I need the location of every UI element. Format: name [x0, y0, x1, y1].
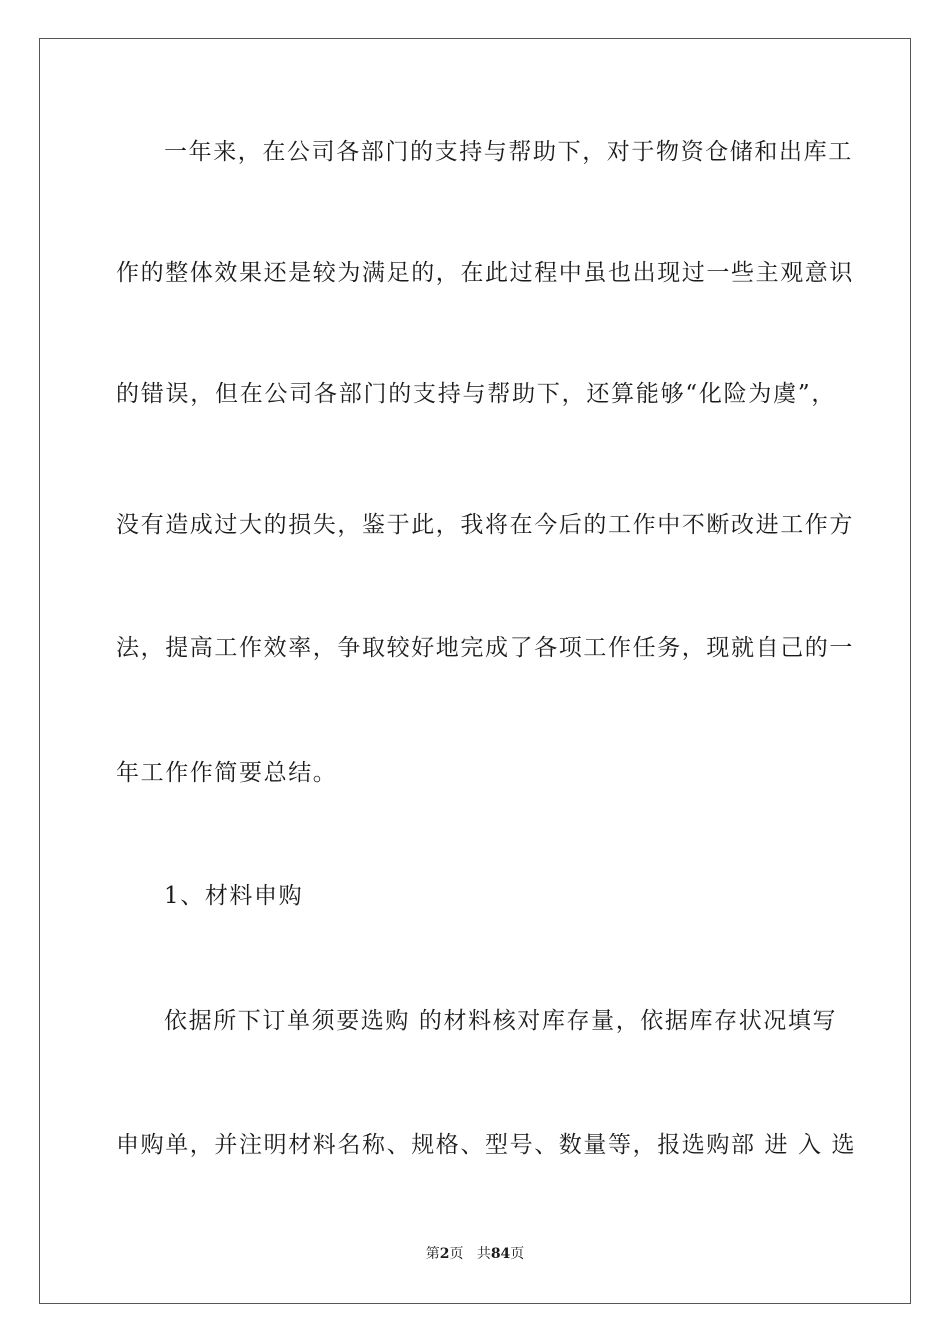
- total-suffix: 页: [510, 1246, 525, 1262]
- paragraph-line: 申购单，并注明材料名称、规格、型号、数量等，报选购部 进 入 选: [116, 1132, 857, 1158]
- page-border: [39, 38, 911, 1304]
- page-suffix: 页: [449, 1246, 464, 1262]
- paragraph-line: 依据所下订单须要选购 的材料核对库存量，依据库存状况填写: [164, 1008, 838, 1034]
- total-pages: 84: [490, 1246, 511, 1262]
- page-prefix: 第: [425, 1246, 440, 1262]
- paragraph-line: 年工作作简要总结。: [116, 760, 338, 786]
- paragraph-line: 法，提高工作效率，争取较好地完成了各项工作任务，现就自己的一: [116, 635, 854, 661]
- total-prefix: 共: [476, 1246, 491, 1262]
- paragraph-line: 一年来，在公司各部门的支持与帮助下，对于物资仓储和出库工: [164, 139, 853, 165]
- page-footer: [0, 1245, 950, 1263]
- section-heading: 1、材料申购: [164, 883, 304, 909]
- paragraph-line: 没有造成过大的损失，鉴于此，我将在今后的工作中不断改进工作方: [116, 512, 854, 538]
- paragraph-line: 作的整体效果还是较为满足的，在此过程中虽也出现过一些主观意识: [116, 260, 854, 286]
- page-number: 2: [439, 1246, 450, 1262]
- paragraph-line: 的错误，但在公司各部门的支持与帮助下，还算能够“化险为虞”，: [116, 381, 836, 407]
